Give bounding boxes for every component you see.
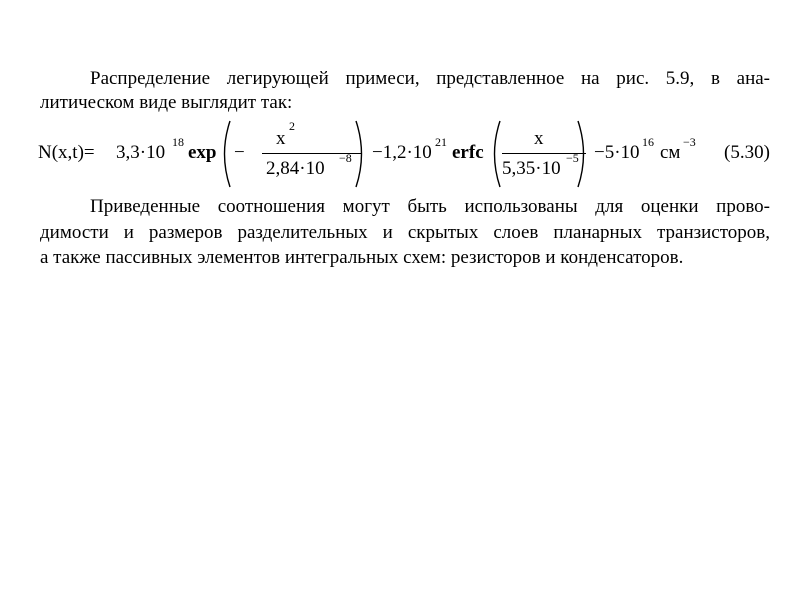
fraction-2-denominator-exponent: −5 [566,151,579,165]
paragraph-2-line-2: димости и размеров разделительных и скрытых слоев планарных транзисторов, [40,222,770,243]
fraction-2-numerator: x [534,128,544,149]
paragraph-1-line-1: Распределение легирующей примеси, представленное на рис. 5.9, в ана- [90,68,770,89]
formula-minus-sign: − [234,142,245,163]
formula-exponent-2: 21 [435,135,447,149]
formula-term-3: −5·10 [594,142,640,163]
formula-function-exp: exp [188,142,217,163]
equation-number: (5.30) [724,142,770,163]
formula-unit: см [660,142,681,163]
formula-lhs: N(x,t)= [38,142,95,163]
fraction-1-denominator: 2,84·10 [266,158,325,179]
formula-term-2: −1,2·10 [372,142,432,163]
paragraph-2-line-3: а также пассивных элементов интегральных схем: резисторов и конденсаторов. [40,247,684,268]
formula-exponent-3: 16 [642,135,654,149]
formula-coefficient-1: 3,3·10 [116,142,166,163]
paragraph-1-line-2: литическом виде выглядит так: [40,92,293,113]
formula-exponent-1: 18 [172,135,184,149]
fraction-1-denominator-exponent: −8 [339,151,352,165]
right-parenthesis-1 [354,120,368,188]
paragraph-2-line-1: Приведенные соотношения могут быть использованы для оценки прово- [90,196,770,217]
fraction-2-denominator: 5,35·10 [502,158,561,179]
left-parenthesis-2 [488,120,502,188]
equation-5-30 [38,118,778,190]
right-parenthesis-2 [576,120,590,188]
formula-function-erfc: erfc [452,142,484,163]
left-parenthesis-1 [218,120,232,188]
fraction-1-numerator-exponent: 2 [289,119,295,133]
fraction-1-numerator: x [276,128,286,149]
formula-unit-exponent: −3 [683,135,696,149]
